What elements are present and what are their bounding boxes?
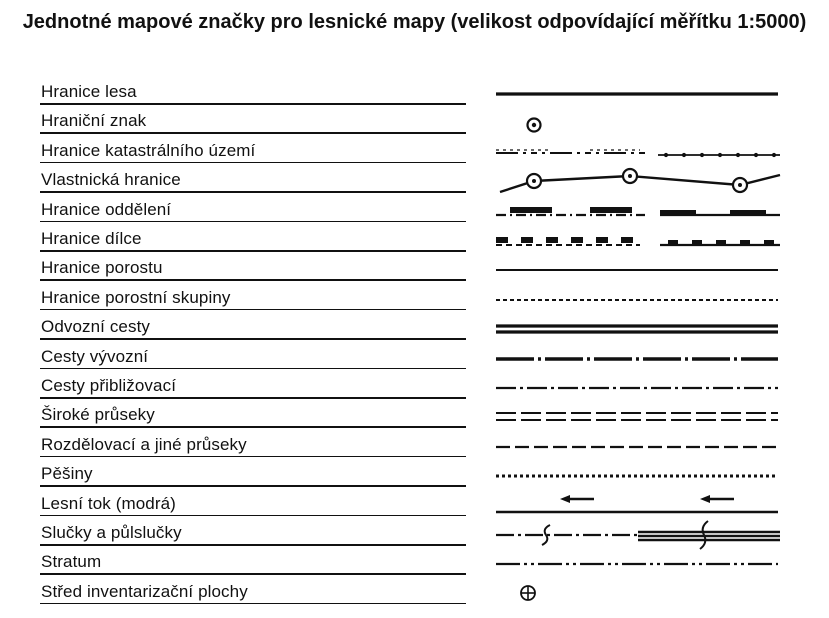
legend-label: Hranice porostní skupiny xyxy=(41,287,231,307)
legend-row xyxy=(0,198,829,227)
parcel-dash xyxy=(764,240,774,244)
label-underline xyxy=(40,338,466,340)
label-underline xyxy=(40,309,466,311)
legend-label: Široké průseky xyxy=(41,405,155,425)
label-underline xyxy=(40,603,466,605)
parcel-dash xyxy=(521,237,533,243)
legend-row xyxy=(0,315,829,344)
label-underline xyxy=(40,103,466,105)
legend-row xyxy=(0,109,829,138)
legend-label: Hranice oddělení xyxy=(41,199,172,219)
label-underline xyxy=(40,221,466,223)
legend-row xyxy=(0,80,829,109)
legend-row xyxy=(0,462,829,491)
node-dot xyxy=(754,153,758,157)
label-underline xyxy=(40,397,466,399)
legend-row xyxy=(0,580,829,609)
parcel-dash xyxy=(740,240,750,244)
legend-label: Cesty vývozní xyxy=(41,346,149,366)
parcel-dash xyxy=(621,237,633,243)
legend-row xyxy=(0,286,829,315)
label-underline xyxy=(40,132,466,134)
node-dot xyxy=(718,153,722,157)
legend-row xyxy=(0,227,829,256)
node-dot xyxy=(736,153,740,157)
legend-row xyxy=(0,521,829,550)
parcel-dash xyxy=(546,237,558,243)
node-dot xyxy=(772,153,776,157)
label-underline xyxy=(40,573,466,575)
legend-row xyxy=(0,550,829,579)
parcel-dash xyxy=(596,237,608,243)
label-underline xyxy=(40,368,466,370)
label-underline xyxy=(40,456,466,458)
legend-label: Hraniční znak xyxy=(41,111,147,131)
legend-label: Hranice dílce xyxy=(41,229,142,248)
legend-row xyxy=(0,433,829,462)
legend-label: Pěšiny xyxy=(41,464,93,484)
legend-label: Střed inventarizační plochy xyxy=(41,581,248,601)
parcel-dash xyxy=(496,237,508,243)
legend-row xyxy=(0,256,829,285)
flow-arrow-head xyxy=(560,495,570,503)
parcel-dash xyxy=(692,240,702,244)
inventory-plot-center-crosshair-symbol xyxy=(490,584,790,613)
legend-label: Stratum xyxy=(41,552,102,572)
ownership-mark-dot xyxy=(628,174,632,178)
legend-label: Vlastnická hranice xyxy=(41,170,181,190)
parcel-dash xyxy=(571,237,583,243)
legend-label: Hranice katastrálního území xyxy=(41,140,256,160)
label-underline xyxy=(40,485,466,487)
legend-label: Cesty přibližovací xyxy=(41,376,177,395)
division-dash xyxy=(510,207,552,213)
legend-row xyxy=(0,492,829,521)
label-underline xyxy=(40,191,466,193)
legend-row xyxy=(0,345,829,374)
legend-label: Lesní tok (modrá) xyxy=(41,493,176,513)
legend-row xyxy=(0,168,829,197)
legend-label: Rozdělovací a jiné průseky xyxy=(41,434,247,454)
label-underline xyxy=(40,515,466,517)
ownership-mark-dot xyxy=(532,179,536,183)
legend-row xyxy=(0,139,829,168)
node-dot xyxy=(682,153,686,157)
flow-arrow-head xyxy=(700,495,710,503)
legend-label: Hranice lesa xyxy=(41,82,137,101)
legend-row xyxy=(0,403,829,432)
node-dot xyxy=(700,153,704,157)
division-dash xyxy=(660,210,696,216)
node-dot xyxy=(664,153,668,157)
legend-label: Hranice porostu xyxy=(41,258,163,278)
legend-label: Odvozní cesty xyxy=(41,317,151,337)
division-dash xyxy=(730,210,766,216)
label-underline xyxy=(40,426,466,428)
label-underline xyxy=(40,162,466,164)
label-underline xyxy=(40,279,466,281)
label-underline xyxy=(40,250,466,252)
label-underline xyxy=(40,544,466,546)
boundary-mark-dot xyxy=(532,123,536,127)
legend-row xyxy=(0,374,829,403)
diagram-title: Jednotné mapové značky pro lesnické mapy (velikost odpovídající měřítku 1:5000) xyxy=(22,11,807,33)
division-dash xyxy=(590,207,632,213)
ownership-mark-dot xyxy=(738,183,742,187)
legend-label: Slučky a půlslučky xyxy=(41,523,182,542)
parcel-dash xyxy=(668,240,678,244)
parcel-dash xyxy=(716,240,726,244)
